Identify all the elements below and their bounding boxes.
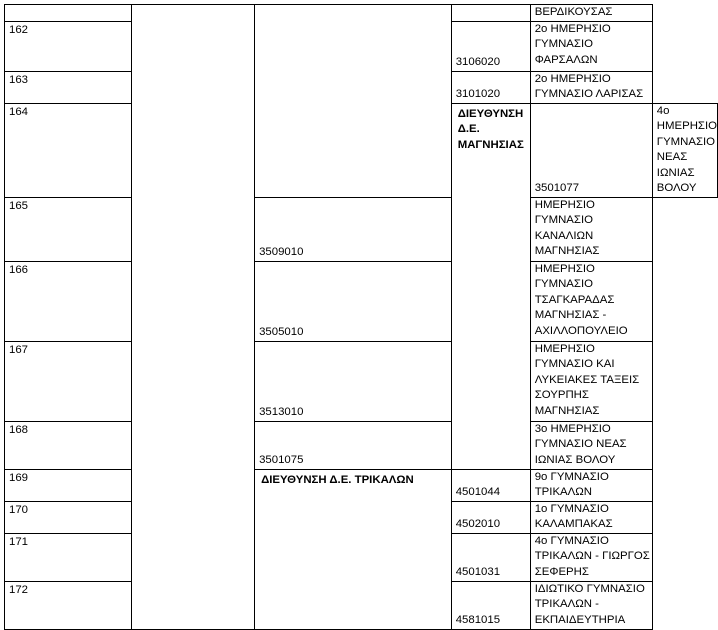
school-name: ΗΜΕΡΗΣΙΟ ΓΥΜΝΑΣΙΟ ΚΑΝΑΛΙΩΝ ΜΑΓΝΗΣΙΑΣ — [534, 198, 600, 257]
school-code-cell: 3106020 — [451, 21, 530, 71]
school-name-cell — [530, 421, 652, 469]
school-name-cell — [530, 197, 652, 261]
row-number-cell: 164 — [5, 103, 132, 197]
school-name-cell — [530, 341, 652, 421]
school-code-cell — [451, 5, 530, 22]
row-number-cell: 165 — [5, 197, 132, 261]
school-name: 4ο ΗΜΕΡΗΣΙΟ ΓΥΜΝΑΣΙΟ ΝΕΑΣ ΙΩΝΙΑΣ ΒΟΛΟΥ — [656, 104, 717, 194]
school-name: ΗΜΕΡΗΣΙΟ ΓΥΜΝΑΣΙΟ ΤΣΑΓΚΑΡΑΔΑΣ ΜΑΓΝΗΣΙΑΣ - ΑΧΙΛΛΟΠΟΥΛΕΙΟ — [534, 262, 628, 337]
school-name-cell — [530, 501, 652, 533]
blank-column-cell — [132, 5, 255, 630]
school-code-cell: 3101020 — [451, 71, 530, 103]
row-number-cell — [5, 5, 132, 22]
table-row — [5, 421, 718, 469]
school-name: 2ο ΗΜΕΡΗΣΙΟ ΓΥΜΝΑΣΙΟ ΛΑΡΙΣΑΣ — [534, 72, 644, 100]
school-code-cell: 4501044 — [451, 469, 530, 501]
school-name: ΙΔΙΩΤΙΚΟ ΓΥΜΝΑΣΙΟ ΤΡΙΚΑΛΩΝ - ΕΚΠΑΙΔΕΥΤΗΡΙΑ — [534, 582, 645, 626]
school-name-cell — [530, 581, 652, 629]
school-code-cell: 4501031 — [451, 533, 530, 581]
row-number-cell: 168 — [5, 421, 132, 469]
school-name-cell — [530, 5, 652, 22]
row-number-cell: 171 — [5, 533, 132, 581]
school-name-cell — [530, 533, 652, 581]
school-code-cell: 3505010 — [255, 261, 452, 341]
directorate-cell — [255, 5, 452, 198]
row-number-cell: 163 — [5, 71, 132, 103]
row-number-cell: 169 — [5, 469, 132, 501]
schools-table — [4, 4, 718, 630]
directorate-trikala-cell: ΔΙΕΥΘΥΝΣΗ Δ.Ε. ΤΡΙΚΑΛΩΝ — [255, 469, 452, 629]
school-name-cell — [530, 21, 652, 71]
school-name: 9ο ΓΥΜΝΑΣΙΟ ΤΡΙΚΑΛΩΝ — [534, 470, 609, 498]
table-row — [5, 261, 718, 341]
school-code-cell: 3513010 — [255, 341, 452, 421]
table-row — [5, 5, 718, 22]
school-code-cell: 4502010 — [451, 501, 530, 533]
school-code-cell: 3501077 — [530, 103, 652, 197]
school-name-cell — [530, 261, 652, 341]
row-number-cell: 166 — [5, 261, 132, 341]
school-code-cell: 4581015 — [451, 581, 530, 629]
row-number-cell: 162 — [5, 21, 132, 71]
school-name-cell — [530, 469, 652, 501]
school-code-cell: 3509010 — [255, 197, 452, 261]
school-name: 1ο ΓΥΜΝΑΣΙΟ ΚΑΛΑΜΠΑΚΑΣ — [534, 502, 613, 530]
school-name-cell — [652, 103, 717, 197]
row-number-cell: 170 — [5, 501, 132, 533]
row-number-cell: 172 — [5, 581, 132, 629]
row-number-cell: 167 — [5, 341, 132, 421]
school-name: 4ο ΓΥΜΝΑΣΙΟ ΤΡΙΚΑΛΩΝ - ΓΙΩΡΓΟΣ ΣΕΦΕΡΗΣ — [534, 534, 650, 578]
school-name: ΒΕΡΔΙΚΟΥΣΑΣ — [534, 6, 613, 18]
table-row — [5, 469, 718, 501]
school-name: ΗΜΕΡΗΣΙΟ ΓΥΜΝΑΣΙΟ ΚΑΙ ΛΥΚΕΙΑΚΕΣ ΤΑΞΕΙΣ ΣΟΥΡΠΗΣ ΜΑΓΝΗΣΙΑΣ — [534, 342, 640, 417]
school-name: 3ο ΗΜΕΡΗΣΙΟ ΓΥΜΝΑΣΙΟ ΝΕΑΣ ΙΩΝΙΑΣ ΒΟΛΟΥ — [534, 422, 627, 466]
directorate-magnisia-cell: ΔΙΕΥΘΥΝΣΗ Δ.Ε. ΜΑΓΝΗΣΙΑΣ — [451, 103, 530, 469]
table-row — [5, 197, 718, 261]
school-name: 2ο ΗΜΕΡΗΣΙΟ ΓΥΜΝΑΣΙΟ ΦΑΡΣΑΛΩΝ — [534, 22, 611, 66]
school-name-cell — [530, 71, 652, 103]
table-row — [5, 341, 718, 421]
school-code-cell: 3501075 — [255, 421, 452, 469]
